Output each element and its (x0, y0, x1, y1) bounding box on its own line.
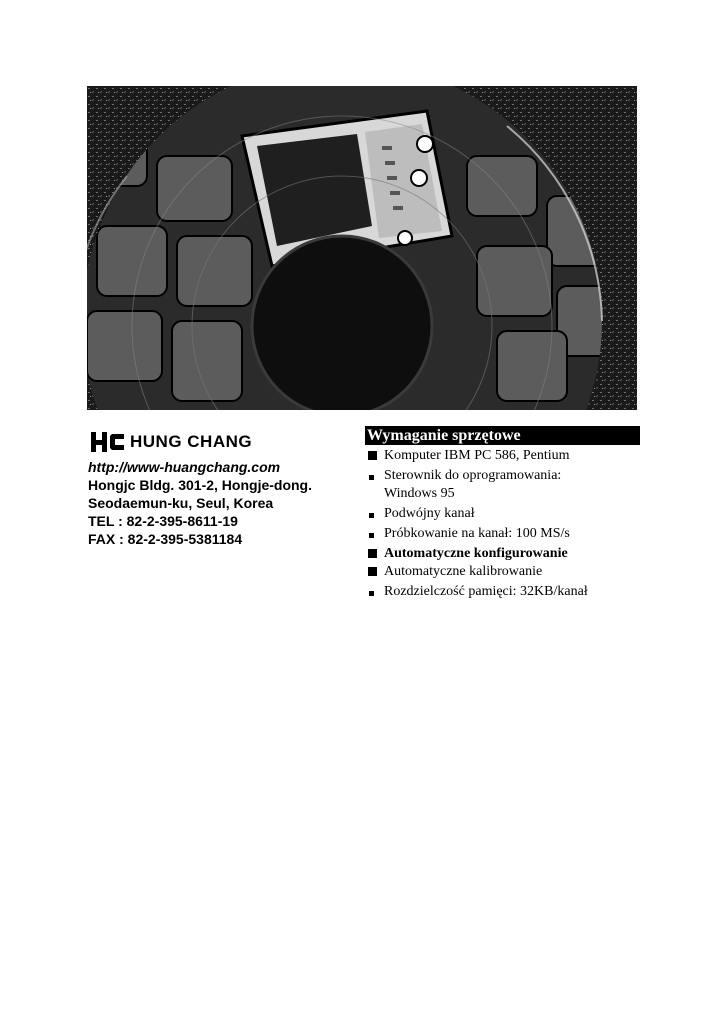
requirement-text: Próbkowanie na kanał: 100 MS/s (384, 526, 570, 541)
requirements-title: Wymaganie sprzętowe (365, 426, 640, 445)
square-bullet-icon (369, 513, 374, 518)
product-photo (87, 86, 637, 410)
requirement-item-continuation (368, 485, 648, 503)
company-brand (90, 430, 252, 454)
square-bullet-icon (368, 451, 377, 460)
requirement-text: Rozdzielczość pamięci: 32KB/kanał (384, 584, 588, 599)
requirement-item (368, 563, 648, 581)
square-bullet-icon (369, 533, 374, 538)
square-bullet-icon (369, 475, 374, 480)
requirement-text: Komputer IBM PC 586, Pentium (384, 448, 570, 463)
requirement-item (368, 545, 648, 563)
brand-name: HUNG CHANG (130, 432, 253, 451)
oscilloscope-cd-photo (87, 86, 637, 410)
requirement-text: Sterownik do oprogramowania: (384, 468, 562, 483)
requirement-text: Windows 95 (384, 486, 455, 501)
hung-chang-logo (90, 431, 126, 453)
website-link[interactable]: http://www-huangchang.com (88, 459, 281, 475)
square-bullet-icon (368, 549, 377, 558)
requirement-item (368, 505, 648, 523)
requirement-text: Automatyczne konfigurowanie (384, 546, 568, 561)
address-line-1: Hongjc Bldg. 301-2, Hongje-dong. (88, 477, 312, 493)
square-bullet-icon (369, 591, 374, 596)
fax: FAX : 82-2-395-5381184 (88, 531, 243, 547)
requirement-text: Automatyczne kalibrowanie (384, 564, 543, 579)
square-bullet-icon (368, 567, 377, 576)
requirement-item (368, 447, 648, 465)
requirement-text: Podwójny kanał (384, 506, 475, 521)
contact-info (88, 458, 358, 548)
requirements-list (368, 447, 648, 601)
requirement-item (368, 467, 648, 485)
requirement-item (368, 583, 648, 601)
telephone: TEL : 82-2-395-8611-19 (88, 513, 238, 529)
address-line-2: Seodaemun-ku, Seul, Korea (88, 495, 274, 511)
requirement-item (368, 525, 648, 543)
